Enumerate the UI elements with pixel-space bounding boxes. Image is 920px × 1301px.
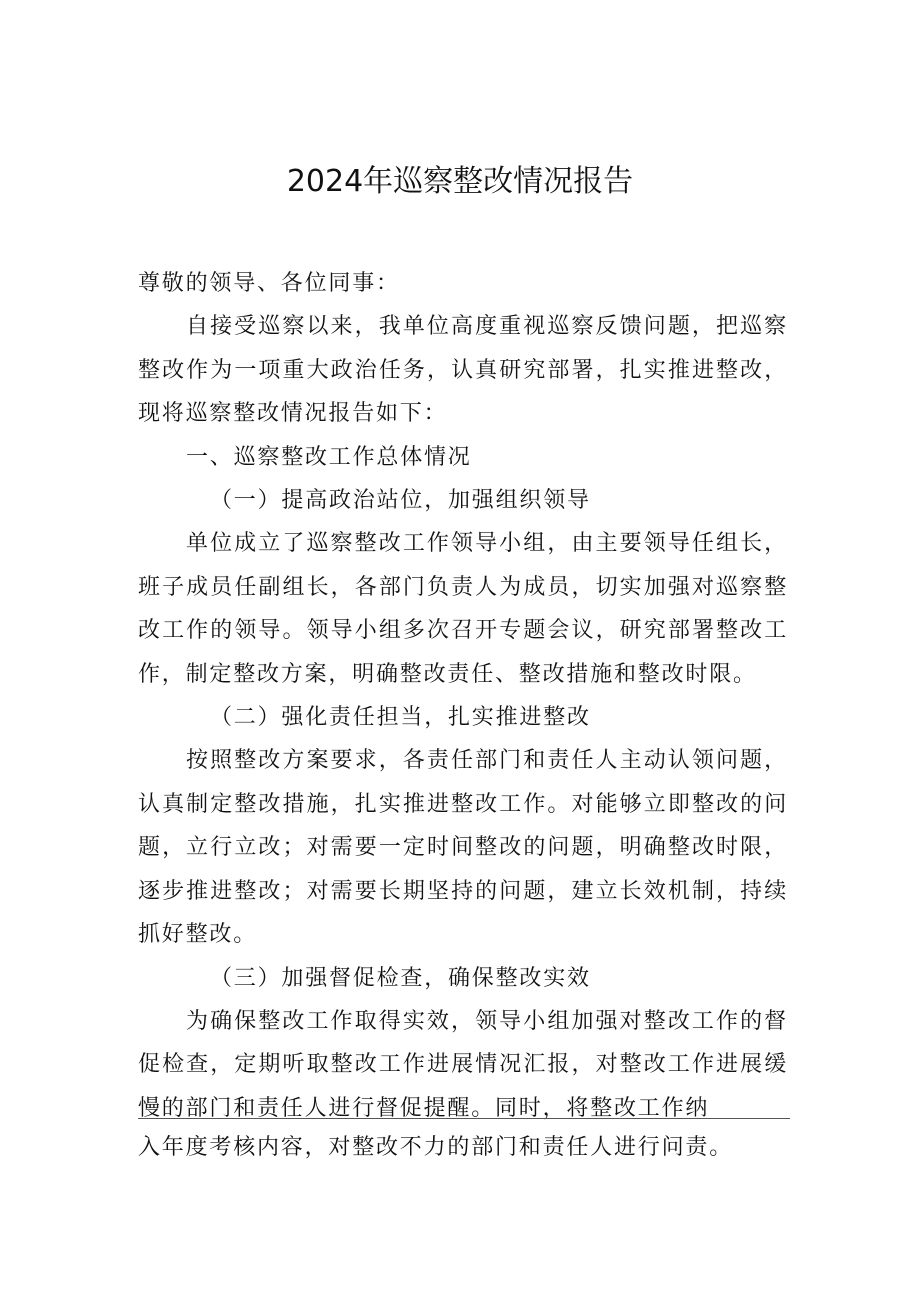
document-title: 2024年巡察整改情况报告 — [286, 164, 634, 199]
subsection-paragraph-1: 单位成立了巡察整改工作领导小组，由主要领导任组长，班子成员任副组长，各部门负责人为成员，切实加强对巡察整改工作的领导。领导小组多次召开专题会议，研究部署整改工作，制定整改方案，明确整改责任、整改措施和整改时限。 — [138, 531, 788, 687]
subsection-paragraph-2: 按照整改方案要求，各责任部门和责任人主动认领问题，认真制定整改措施，扎实推进整改工作。对能够立即整改的问题，立行立改；对需要一定时间整改的问题，明确整改时限，逐步推进整改；对需要长期坚持的问题，建立长效机制，持续抓好整改。 — [138, 748, 788, 948]
subsection-heading-1: （一）提高政治站位，加强组织领导 — [210, 488, 591, 514]
continuation-line: 入年度考核内容，对整改不力的部门和责任人进行问责。 — [138, 1135, 734, 1160]
subsection-heading-3: （三）加强督促检查，确保整改实效 — [210, 965, 591, 991]
salutation: 尊敬的领导、各位同事： — [138, 271, 400, 296]
section-heading-1: 一、巡察整改工作总体情况 — [186, 444, 472, 470]
intro-paragraph: 自接受巡察以来，我单位高度重视巡察反馈问题，把巡察整改作为一项重大政治任务，认真研究部署，扎实推进整改，现将巡察整改情况报告如下： — [138, 314, 788, 427]
subsection-paragraph-3: 为确保整改工作取得实效，领导小组加强对整改工作的督促检查，定期听取整改工作进展情况汇报，对整改工作进展缓慢的部门和责任人进行督促提醒。同时，将整改工作纳 — [138, 1008, 788, 1121]
page-divider — [138, 1118, 790, 1119]
subsection-heading-2: （二）强化责任担当，扎实推进整改 — [210, 705, 591, 731]
document-body — [138, 262, 788, 1130]
